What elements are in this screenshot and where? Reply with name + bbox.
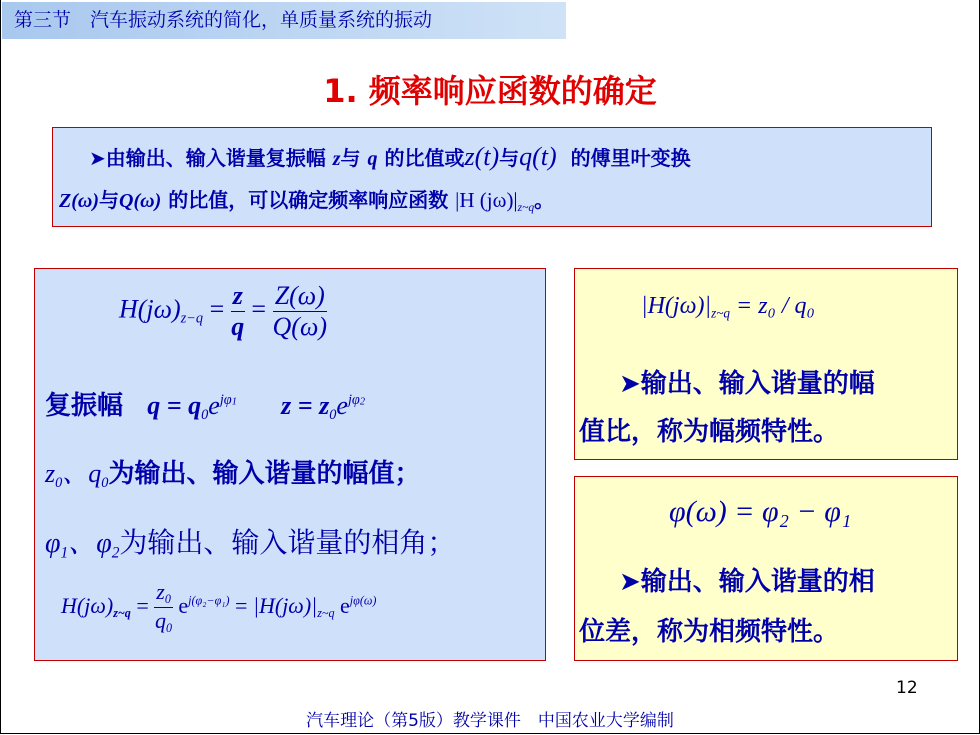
complex-amp-line bbox=[45, 385, 365, 424]
z-exp: jφ bbox=[347, 392, 360, 408]
phase-desc-1 bbox=[619, 561, 875, 598]
intro-text-a: 由输出、输入谐量复振幅 bbox=[105, 146, 326, 170]
intro-text-c: 的傅里叶变换 bbox=[570, 146, 691, 170]
bullet-arrow-icon: ➤ bbox=[89, 146, 106, 170]
phase-desc-1-text: 输出、输入谐量的相 bbox=[640, 567, 875, 597]
var-Qw: Q(ω) bbox=[119, 190, 162, 212]
eq1-lhs: H(jω) bbox=[119, 294, 181, 324]
amp-desc-1-text: 输出、输入谐量的幅 bbox=[640, 369, 875, 399]
complex-amp-label: 复振幅 bbox=[45, 391, 124, 421]
eqf-abs: |H(jω)| bbox=[252, 592, 318, 618]
frac-z: z bbox=[232, 281, 243, 310]
footer: 汽车理论（第5版）教学课件 中国农业大学编制 bbox=[306, 711, 674, 731]
intro-with-2: 与 bbox=[499, 146, 520, 170]
intro-line-1 bbox=[89, 142, 691, 172]
eqf-exp1: j(φ₂−φ₁) bbox=[188, 593, 230, 608]
z-expr-text: z = z bbox=[281, 391, 330, 420]
var-qt: q(t) bbox=[519, 142, 557, 171]
amplitude-panel bbox=[574, 268, 958, 460]
q-expr-text: q = q bbox=[147, 391, 202, 420]
z-expr: $z = z_0e^{j\varphi 2}$ bbox=[281, 391, 366, 423]
frac-q0: $q_0$ bbox=[155, 608, 173, 636]
amp-formula-rhs: = z₀ / q₀ bbox=[736, 293, 815, 319]
intro-H-formula bbox=[455, 188, 535, 215]
var-q: q bbox=[367, 148, 378, 170]
amp-formula bbox=[641, 293, 815, 322]
amp-vars-line bbox=[45, 453, 420, 492]
phase-formula: φ(ω) = φ₂ − φ₁ bbox=[669, 495, 852, 528]
intro-text-b: 的比值或 bbox=[384, 146, 465, 170]
frac-Zw-Qw bbox=[273, 281, 327, 342]
amp-vars-text: 为输出、输入谐量的幅值； bbox=[108, 459, 421, 489]
frac-z0-q0 bbox=[154, 579, 173, 636]
left-panel bbox=[34, 268, 546, 661]
amp-desc-1 bbox=[619, 363, 875, 400]
bullet-arrow-icon: ➤ bbox=[619, 369, 641, 399]
var-zt: z(t) bbox=[464, 142, 500, 171]
frac-z0-text: z bbox=[156, 579, 165, 604]
intro-text-d: 的比值，可以确定频率响应函数 bbox=[168, 188, 449, 212]
intro-line-2 bbox=[59, 184, 554, 214]
intro-H-sub: z~q bbox=[517, 202, 535, 215]
phase-vars-line bbox=[45, 521, 455, 562]
frac-q: q bbox=[231, 312, 245, 341]
intro-with-1: 与 bbox=[340, 146, 361, 170]
eqf-sub-2: z~q bbox=[317, 606, 335, 621]
eq-final: $H(j\omega)_{z\sim q}$ = $\frac{z_0}{q_0}$ $e^{j(\varphi_2-\varphi_1)} = |H(j\omega)|_{z\sim q}$ $e^{j\varphi(\omega)}$ bbox=[61, 579, 377, 636]
intro-period: 。 bbox=[534, 188, 555, 212]
page-number: 12 bbox=[896, 678, 918, 698]
phase-vars-text: 为输出、输入谐量的相角； bbox=[119, 528, 456, 559]
vars-phi: $\varphi_1$、$\varphi_2$ bbox=[45, 528, 120, 562]
frac-Zw: Z(ω) bbox=[273, 281, 327, 312]
q-exp: jφ bbox=[219, 392, 232, 408]
eqf-lhs: H(jω) bbox=[61, 592, 114, 618]
amp-desc-2: 值比，称为幅频特性。 bbox=[579, 417, 840, 447]
slide-title: 1. 频率响应函数的确定 bbox=[323, 72, 657, 110]
var-z0: z bbox=[45, 459, 56, 488]
eq1-sub: z−q bbox=[180, 310, 204, 327]
phase-panel bbox=[574, 476, 958, 661]
intro-box bbox=[52, 127, 932, 227]
var-z: z bbox=[332, 148, 341, 170]
vars-z0-q0: $z_0$、$q_0$ bbox=[45, 459, 109, 491]
section-tag: 第三节 汽车振动系统的简化，单质量系统的振动 bbox=[2, 2, 566, 39]
amp-formula-sub: z~q bbox=[711, 305, 730, 321]
eqf-sub: z~q bbox=[113, 606, 131, 621]
var-Zw: Z(ω) bbox=[59, 190, 99, 212]
frac-q0-text: q bbox=[155, 608, 167, 634]
q-expr: $q = q_0e^{j\varphi 1}$ bbox=[147, 391, 237, 423]
amp-formula-lhs: |H(jω)| bbox=[641, 293, 712, 319]
intro-H-abs: |H (jω)| bbox=[455, 188, 518, 212]
intro-with-3: 与 bbox=[99, 188, 119, 212]
phase-desc-2: 位差，称为相频特性。 bbox=[579, 617, 840, 647]
frac-Qw: Q(ω) bbox=[272, 312, 327, 341]
frac-z-q bbox=[231, 281, 245, 342]
eq-H-ratio: $H(j\omega)_{z-q}$ = $\frac{z}{q}$ = $\frac{Z(\omega)}{Q(\omega)}$ bbox=[119, 281, 327, 341]
eqf-exp2: jφ(ω) bbox=[349, 593, 377, 608]
bullet-arrow-icon: ➤ bbox=[619, 567, 641, 597]
frac-z0: $z_0$ bbox=[156, 579, 171, 607]
